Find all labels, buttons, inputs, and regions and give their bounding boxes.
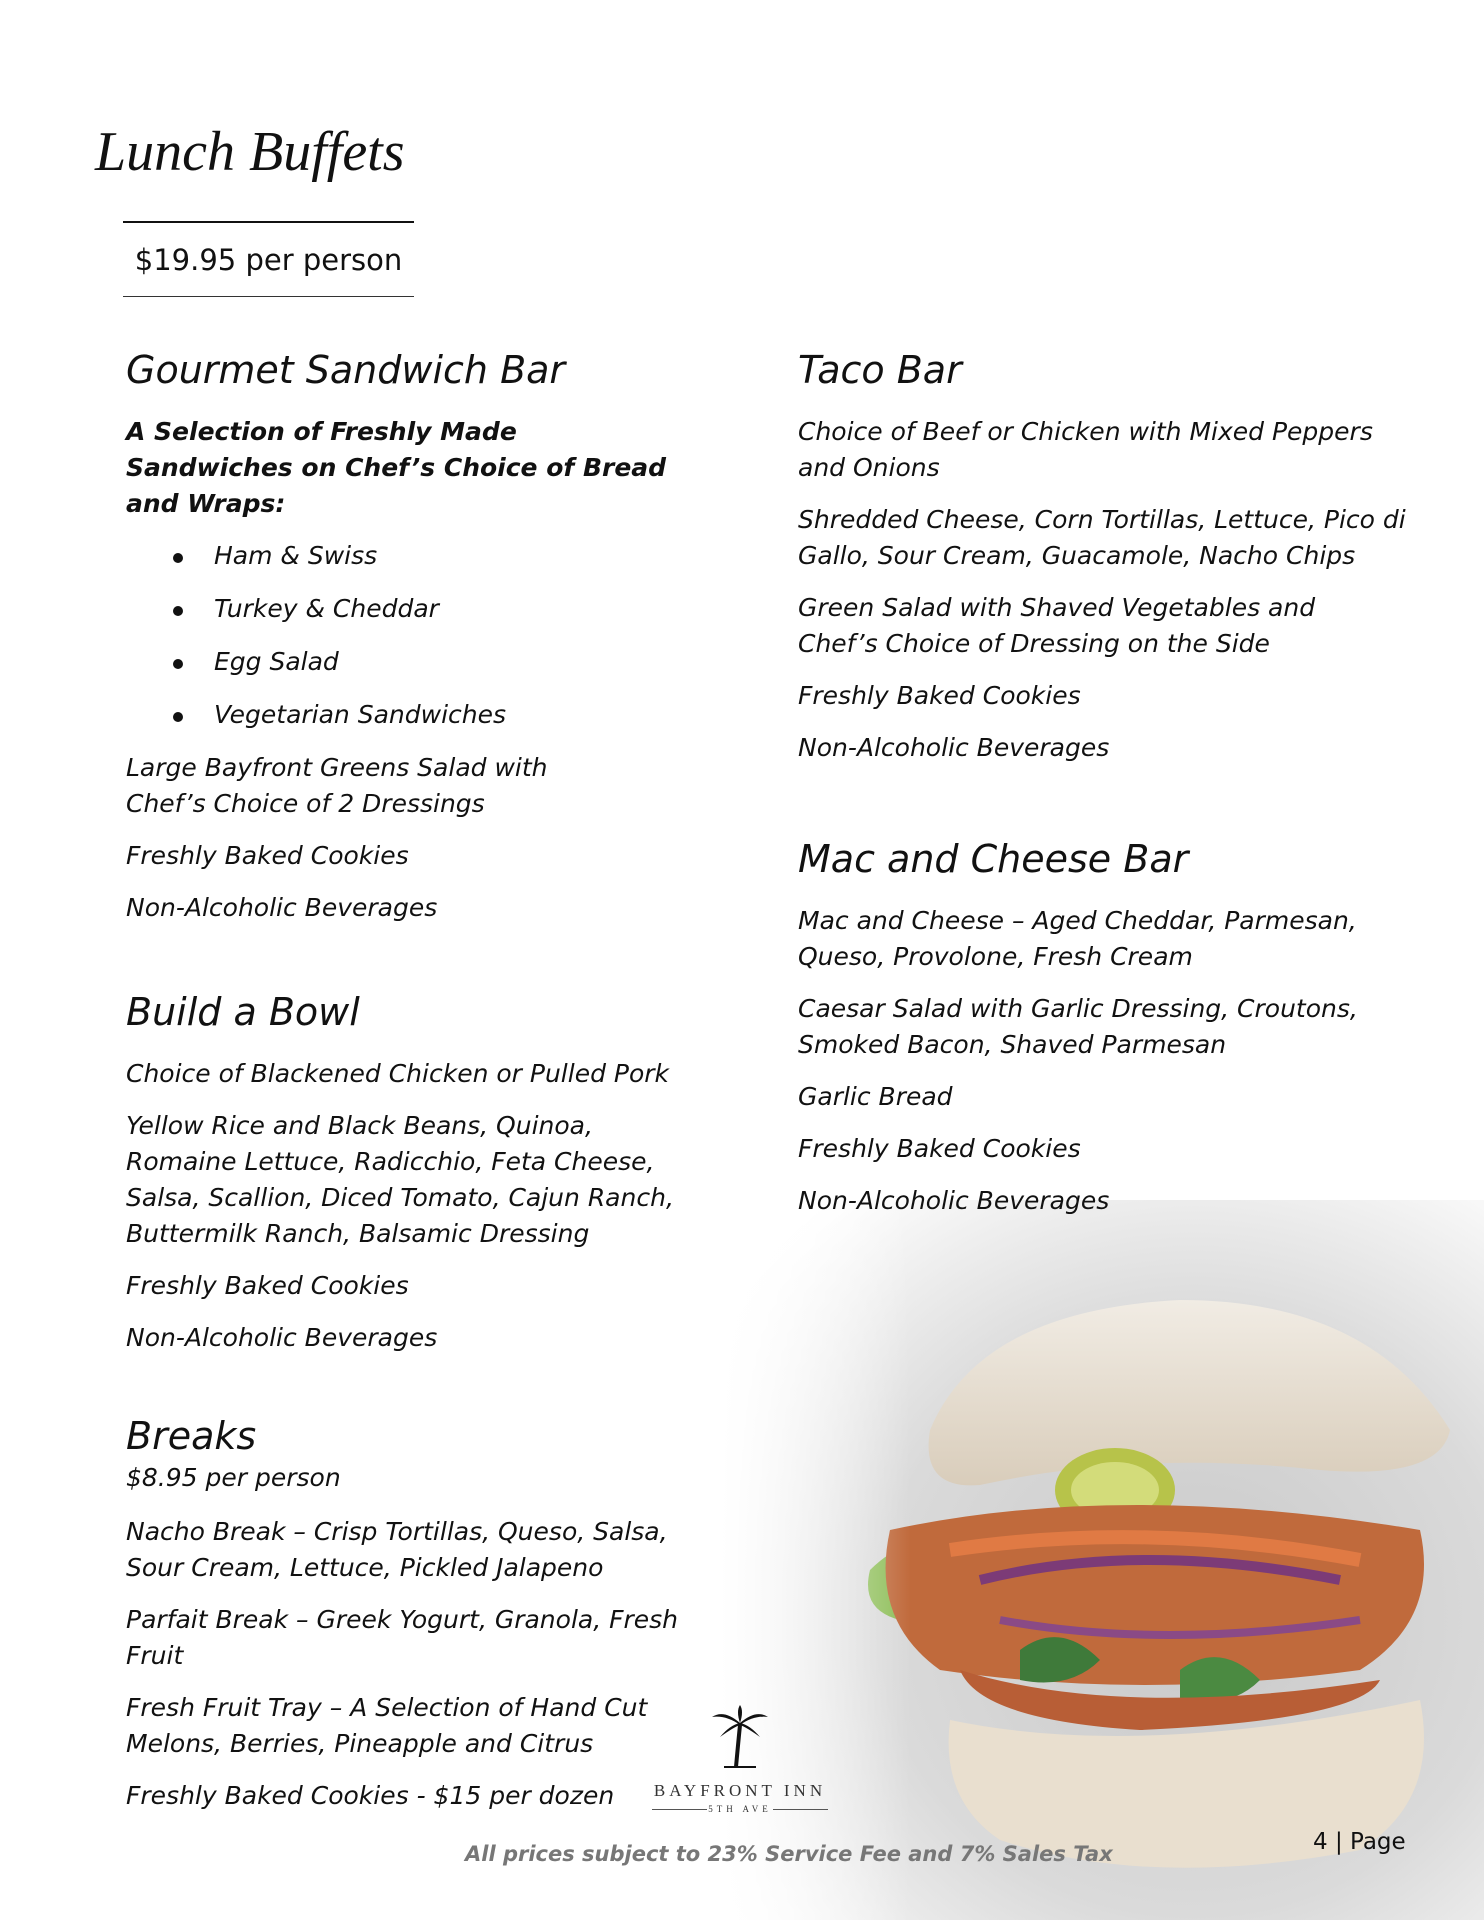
list-item: Egg Salad xyxy=(126,644,726,680)
menu-item: Freshly Baked Cookies - $15 per dozen xyxy=(126,1781,615,1810)
left-column xyxy=(126,346,726,1830)
palm-tree-icon xyxy=(710,1705,770,1769)
menu-item: Non-Alcoholic Beverages xyxy=(798,1186,1110,1215)
section-title: Build a Bowl xyxy=(126,990,360,1034)
menu-item: Large Bayfront Greens Salad with Chef’s Choice of 2 Dressings xyxy=(126,753,548,818)
menu-item: Nacho Break – Crisp Tortillas, Queso, Salsa, Sour Cream, Lettuce, Pickled Jalapeno xyxy=(126,1517,668,1582)
logo-sub: 5TH AVE xyxy=(708,1804,772,1814)
menu-item: Non-Alcoholic Beverages xyxy=(126,1323,438,1352)
right-column xyxy=(798,346,1438,1235)
bowl-section xyxy=(126,988,726,1356)
menu-item: Freshly Baked Cookies xyxy=(798,1134,1081,1163)
bullet-icon xyxy=(173,659,183,669)
menu-item: Freshly Baked Cookies xyxy=(126,841,409,870)
bullet-icon xyxy=(173,712,183,722)
menu-item: Non-Alcoholic Beverages xyxy=(126,893,438,922)
logo-divider xyxy=(773,1809,828,1810)
menu-item: Freshly Baked Cookies xyxy=(126,1271,409,1300)
buffet-price: $19.95 per person xyxy=(123,221,414,297)
bayfront-logo xyxy=(640,1705,840,1815)
menu-item: Choice of Beef or Chicken with Mixed Peppers and Onions xyxy=(798,417,1373,482)
footer-note: All prices subject to 23% Service Fee and 7% Sales Tax xyxy=(465,1842,1113,1866)
bullet-icon xyxy=(173,553,183,563)
section-title: Mac and Cheese Bar xyxy=(798,837,1189,881)
sandwich-intro: A Selection of Freshly Made Sandwiches on Chef’s Choice of Bread and Wraps: xyxy=(126,417,667,518)
section-title: Taco Bar xyxy=(798,348,962,392)
menu-item: Freshly Baked Cookies xyxy=(798,681,1081,710)
menu-item: Caesar Salad with Garlic Dressing, Croutons, Smoked Bacon, Shaved Parmesan xyxy=(798,994,1358,1059)
breaks-section xyxy=(126,1412,726,1814)
menu-item: Mac and Cheese – Aged Cheddar, Parmesan, Queso, Provolone, Fresh Cream xyxy=(798,906,1357,971)
page-title: Lunch Buffets xyxy=(95,121,405,183)
sandwich-list xyxy=(126,538,726,733)
bullet-icon xyxy=(173,606,183,616)
taco-section xyxy=(798,346,1438,766)
breaks-price: $8.95 per person xyxy=(126,1463,341,1492)
menu-item: Fresh Fruit Tray – A Selection of Hand Cut Melons, Berries, Pineapple and Citrus xyxy=(126,1693,648,1758)
section-title: Gourmet Sandwich Bar xyxy=(126,348,566,392)
menu-item: Shredded Cheese, Corn Tortillas, Lettuce, Pico di Gallo, Sour Cream, Guacamole, Nacho Chips xyxy=(798,505,1406,570)
list-item: Vegetarian Sandwiches xyxy=(126,697,726,733)
menu-item: Parfait Break – Greek Yogurt, Granola, Fresh Fruit xyxy=(126,1605,679,1670)
mac-section xyxy=(798,835,1438,1219)
menu-item: Choice of Blackened Chicken or Pulled Pork xyxy=(126,1059,670,1088)
list-item: Ham & Swiss xyxy=(126,538,726,574)
menu-item: Garlic Bread xyxy=(798,1082,953,1111)
logo-name: BAYFRONT INN xyxy=(653,1781,827,1800)
menu-item: Green Salad with Shaved Vegetables and Chef’s Choice of Dressing on the Side xyxy=(798,593,1316,658)
page-number: 4 | Page xyxy=(1313,1829,1406,1855)
sandwich-section xyxy=(126,346,726,926)
menu-item: Yellow Rice and Black Beans, Quinoa, Romaine Lettuce, Radicchio, Feta Cheese, Salsa, Scallion, Diced Tomato, Cajun Ranch, Buttermilk Ranch, Balsamic Dressing xyxy=(126,1111,674,1248)
section-title: Breaks xyxy=(126,1414,257,1458)
menu-item: Non-Alcoholic Beverages xyxy=(798,733,1110,762)
list-item: Turkey & Cheddar xyxy=(126,591,726,627)
